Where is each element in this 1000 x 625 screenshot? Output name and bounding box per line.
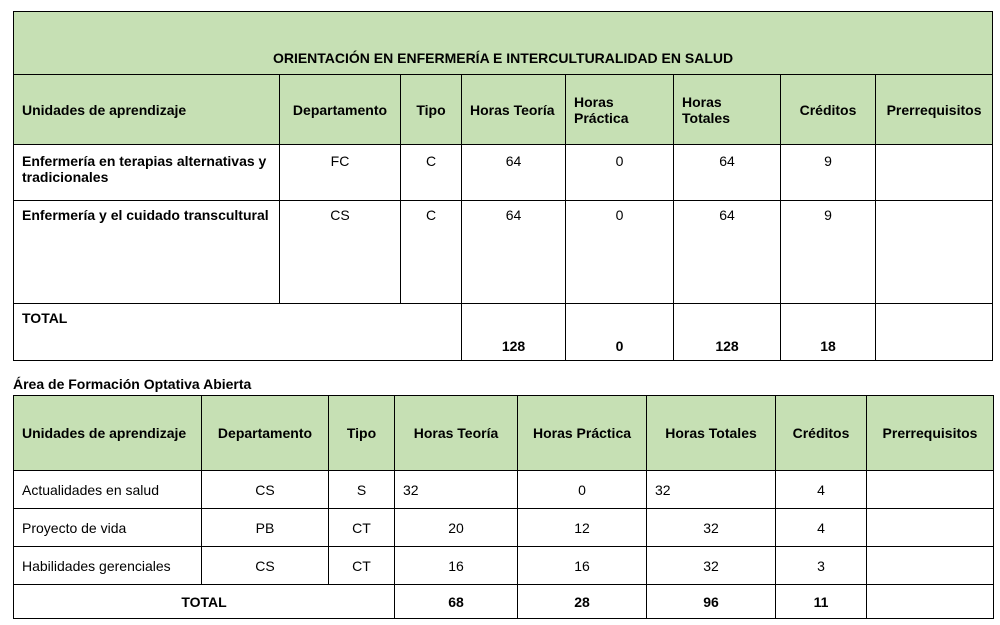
cell-practica: 16 [518,547,647,585]
table-row [14,471,994,509]
cell-tipo: C [401,201,462,304]
table-row [14,547,994,585]
total-practica: 0 [566,304,674,361]
total-label: TOTAL [14,304,462,361]
cell-unidad: Enfermería en terapias alternativas y tradicionales [14,145,280,201]
total-prerrequisitos [867,585,994,619]
total-prerrequisitos [876,304,993,361]
header-prerrequisitos: Prerrequisitos [876,75,993,145]
header-creditos: Créditos [781,75,876,145]
table-row [14,201,993,304]
cell-creditos: 9 [781,201,876,304]
header-horas-totales: Horas Totales [647,396,776,471]
cell-teoria: 64 [462,145,566,201]
cell-practica: 0 [566,201,674,304]
header-horas-practica: Horas Práctica [518,396,647,471]
header-unidades: Unidades de aprendizaje [14,75,280,145]
cell-unidad: Habilidades gerenciales [14,547,202,585]
cell-departamento: CS [202,547,329,585]
cell-tipo: CT [329,509,395,547]
table-title: ORIENTACIÓN EN ENFERMERÍA E INTERCULTURALIDAD EN SALUD [14,12,993,75]
cell-teoria: 16 [395,547,518,585]
cell-departamento: FC [280,145,401,201]
header-departamento: Departamento [280,75,401,145]
cell-practica: 12 [518,509,647,547]
total-totales: 96 [647,585,776,619]
total-creditos: 18 [781,304,876,361]
header-horas-totales: Horas Totales [674,75,781,145]
total-practica: 28 [518,585,647,619]
header-prerrequisitos: Prerrequisitos [867,396,994,471]
cell-totales: 64 [674,145,781,201]
header-tipo: Tipo [401,75,462,145]
cell-teoria: 32 [395,471,518,509]
total-totales: 128 [674,304,781,361]
cell-prerrequisitos [867,471,994,509]
header-horas-teoria: Horas Teoría [462,75,566,145]
total-teoria: 68 [395,585,518,619]
cell-unidad: Proyecto de vida [14,509,202,547]
cell-practica: 0 [518,471,647,509]
cell-practica: 0 [566,145,674,201]
cell-creditos: 4 [776,509,867,547]
cell-teoria: 20 [395,509,518,547]
cell-totales: 32 [647,509,776,547]
cell-creditos: 3 [776,547,867,585]
header-horas-teoria: Horas Teoría [395,396,518,471]
table-row [14,145,993,201]
total-creditos: 11 [776,585,867,619]
cell-unidad: Enfermería y el cuidado transcultural [14,201,280,304]
total-teoria: 128 [462,304,566,361]
cell-prerrequisitos [876,201,993,304]
cell-departamento: CS [280,201,401,304]
cell-totales: 64 [674,201,781,304]
cell-totales: 32 [647,471,776,509]
cell-teoria: 64 [462,201,566,304]
optativa-table [13,395,994,619]
total-label: TOTAL [14,585,395,619]
header-creditos: Créditos [776,396,867,471]
cell-unidad: Actualidades en salud [14,471,202,509]
cell-prerrequisitos [876,145,993,201]
table-row [14,509,994,547]
orientacion-table [13,11,993,361]
cell-prerrequisitos [867,547,994,585]
section-title: Área de Formación Optativa Abierta [13,376,252,392]
cell-departamento: PB [202,509,329,547]
cell-creditos: 4 [776,471,867,509]
cell-departamento: CS [202,471,329,509]
cell-totales: 32 [647,547,776,585]
total-row [14,304,993,361]
header-departamento: Departamento [202,396,329,471]
header-horas-practica: Horas Práctica [566,75,674,145]
cell-tipo: CT [329,547,395,585]
header-tipo: Tipo [329,396,395,471]
total-row [14,585,994,619]
header-unidades: Unidades de aprendizaje [14,396,202,471]
cell-tipo: C [401,145,462,201]
cell-creditos: 9 [781,145,876,201]
cell-tipo: S [329,471,395,509]
cell-prerrequisitos [867,509,994,547]
